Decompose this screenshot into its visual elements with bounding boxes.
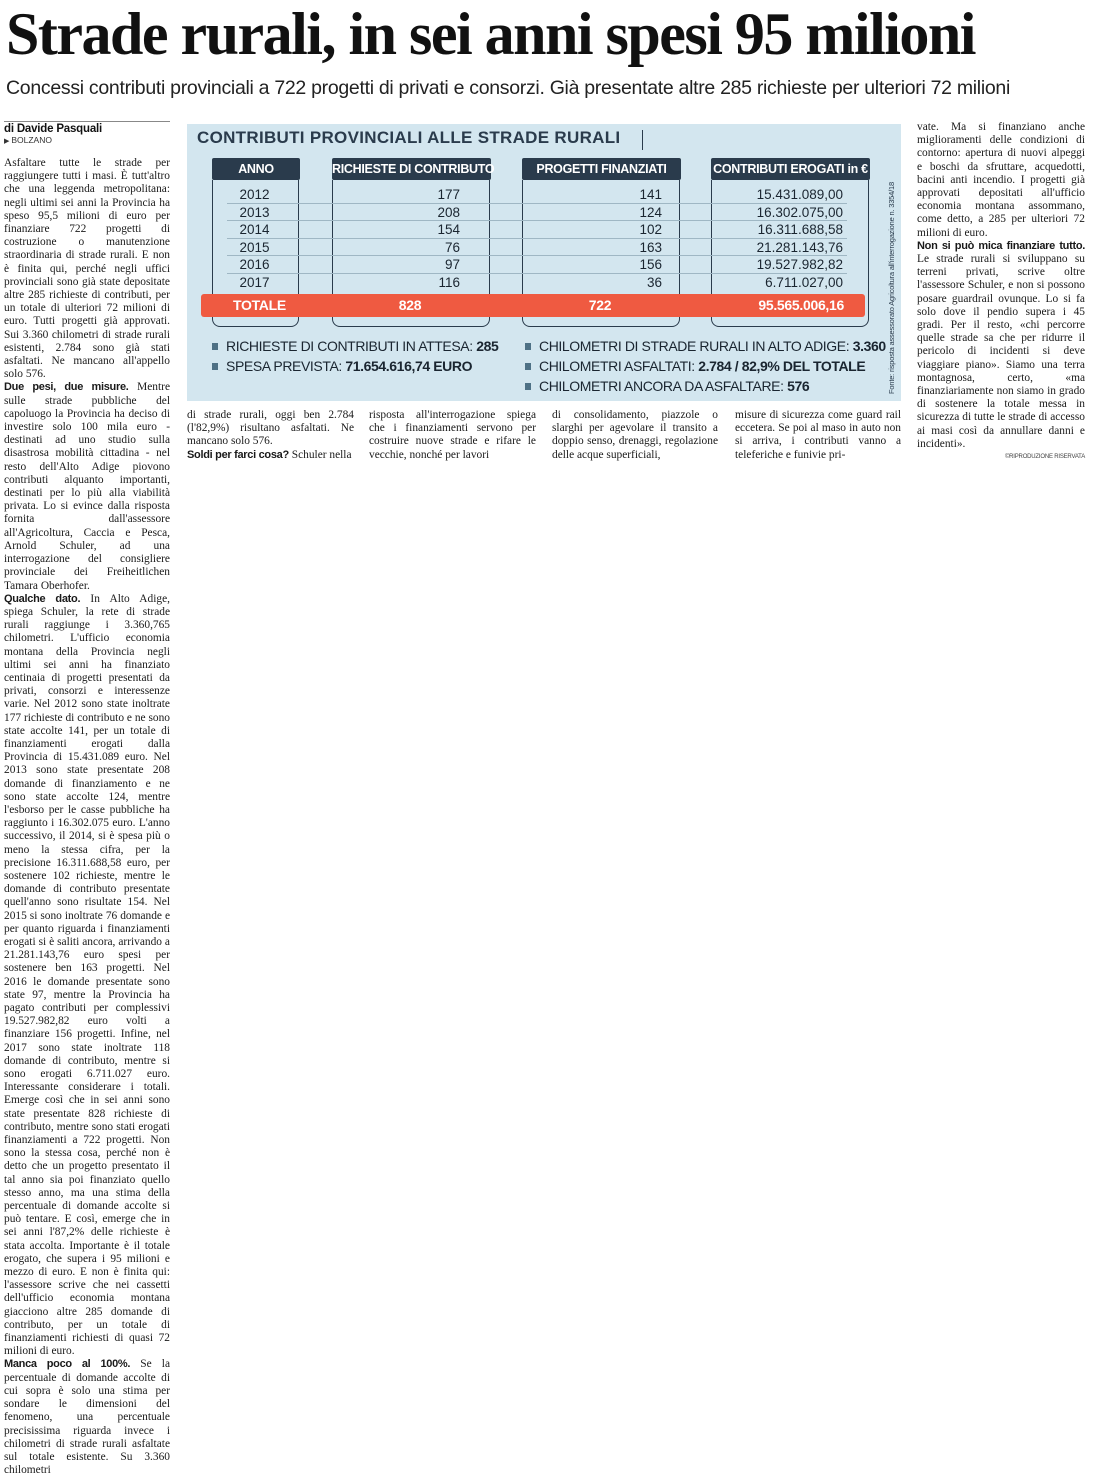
stat-value: 71.654.616,74 EURO bbox=[345, 358, 473, 374]
author-name: di Davide Pasquali bbox=[4, 123, 103, 135]
stat-value: 285 bbox=[476, 338, 499, 354]
stat-value: 2.784 / 82,9% DEL TOTALE bbox=[698, 358, 866, 374]
table-cell: 2015 bbox=[239, 239, 270, 255]
stat-label: RICHIESTE DI CONTRIBUTI IN ATTESA: bbox=[226, 338, 477, 354]
stat-richieste-attesa bbox=[212, 338, 498, 355]
infobox bbox=[187, 121, 901, 401]
table-cell: 124 bbox=[639, 204, 662, 220]
paragraph-text: Le strade rurali si sviluppano su terreni privati, scrive oltre l'assessore Schuler, e non si possono posare guardrail ovunque. Lo si fa solo dove il pendio supera i 45 gradi. Per il resto, «chi percorre quelle strade sa che per ridurre il pericolo di incidenti si deve viaggiare piano». Siamo una terra montagnosa, certo, «ma finanziariamente non siamo in grado di sostenere la totale messa in sicurezza di tutte le strade di accesso ai masi così da annullare danni e incidenti». bbox=[917, 253, 1085, 450]
subheadline: Concessi contributi provinciali a 722 progetti di privati e consorzi. Già presentate altre 285 richieste per ulteriori 72 milioni bbox=[6, 77, 1010, 99]
paragraph bbox=[917, 240, 1085, 451]
article-column-5 bbox=[735, 409, 901, 469]
table-cell: 154 bbox=[437, 222, 460, 237]
table-cell: 208 bbox=[437, 204, 460, 220]
paragraph-text: Se la percentuale di domande accolte di cui sopra è solo una stima per sondare le dimensioni del fenomeno, una percentuale precisissima riguarda invece i chilometri di strade rurali asfaltate sul totale esistente. Su 3.360 chilometri bbox=[4, 1358, 170, 1475]
stat-label: CHILOMETRI DI STRADE RURALI IN ALTO ADIGE: bbox=[539, 338, 853, 354]
table-cell: 2016 bbox=[239, 257, 270, 272]
stat-value: 576 bbox=[787, 378, 810, 394]
stat-label: CHILOMETRI ASFALTATI: bbox=[539, 358, 699, 374]
article-column-3 bbox=[369, 409, 536, 469]
article-column-4 bbox=[552, 409, 718, 469]
paragraph bbox=[4, 1358, 170, 1475]
dateline-location: ▶ BOLZANO bbox=[4, 135, 170, 145]
table-cell: 16.311.688,58 bbox=[757, 222, 843, 237]
subheading: Due pesi, due misure. bbox=[4, 381, 129, 394]
table-cell: 16.302.075,00 bbox=[756, 204, 843, 220]
table-cell: 6.711.027,00 bbox=[765, 274, 843, 290]
total-label: TOTALE bbox=[233, 297, 286, 313]
bullet-icon bbox=[525, 383, 531, 390]
stat-value: 3.360 bbox=[852, 338, 886, 354]
stat-km-da-asfaltare bbox=[525, 378, 809, 395]
header-richieste: RICHIESTE DI CONTRIBUTO bbox=[332, 158, 491, 180]
paragraph: di strade rurali, oggi ben 2.784 (l'82,9%) risultano asfaltati. Ne mancano solo 576. bbox=[187, 409, 354, 448]
table-cell: 2017 bbox=[239, 274, 270, 290]
header-anno: ANNO bbox=[212, 158, 300, 180]
paragraph-text: Schuler nella bbox=[288, 448, 352, 461]
table-cell: 15.431.089,00 bbox=[756, 187, 843, 202]
header-progetti: PROGETTI FINANZIATI bbox=[522, 158, 681, 180]
bullet-icon bbox=[212, 343, 218, 350]
header-contributi: CONTRIBUTI EROGATI in € bbox=[711, 158, 870, 180]
table-cell: 2013 bbox=[239, 204, 270, 220]
subheading: Non si può mica finanziare tutto. bbox=[917, 239, 1085, 252]
stat-spesa-prevista bbox=[212, 358, 472, 375]
stat-label: SPESA PREVISTA: bbox=[226, 358, 346, 374]
paragraph bbox=[187, 449, 354, 462]
table-cell: 19.527.982,82 bbox=[756, 257, 843, 272]
table-cell: 2014 bbox=[239, 222, 270, 237]
stat-km-strade bbox=[525, 338, 886, 355]
table-cell: 177 bbox=[437, 187, 460, 202]
paragraph bbox=[4, 593, 170, 1359]
table-cell: 76 bbox=[444, 239, 460, 255]
article-column-6 bbox=[917, 121, 1085, 453]
bullet-icon bbox=[212, 363, 218, 370]
table-cell: 116 bbox=[438, 274, 460, 290]
paragraph: risposta all'interrogazione spiega che i finanziamenti servono per costruire nuove strade e rifare le vecchie, nonché per lavori bbox=[369, 409, 536, 461]
table-cell: 156 bbox=[639, 257, 662, 272]
paragraph: Asfaltare tutte le strade per raggiungere tutti i masi. È tutt'altro che una leggenda metropolitana: negli ultimi sei anni la Provincia ha speso 95,5 milioni di euro per finanziare 722 progetti di costruzione o manutenzione straordinaria di strade rurali. E non è finita qui, perché negli uffici provinciali sono già state depositate altre 285 richieste di contributi, per un totale di ulteriori 72 milioni di euro. Tutti progetti già approvati. Sui 3.360 chilometri di strade rurali esistenti, 2.784 sono già stati asfaltati. Ne mancano all'appello solo 576. bbox=[4, 157, 170, 381]
title-divider bbox=[642, 130, 643, 150]
paragraph-text: Mentre sulle strade pubbliche del capoluogo la Provincia ha deciso di investire solo 100 mila euro - destinati ad uno studio sulla disastrosa mobilità cittadina - nel resto dell'Alto Adige piovono contributi alquanto importanti, destinati per lo più alla viabilità privata. Lo si evince dalla risposta fornita dall'assessore all'Agricoltura, Caccia e Pesca, Arnold Schuler, ad una interrogazione del consigliere provinciale dei Freiheitlichen Tamara Oberhofer. bbox=[4, 381, 170, 592]
table-cell: 2012 bbox=[239, 187, 270, 202]
byline bbox=[4, 121, 170, 145]
paragraph: vate. Ma si finanziano anche miglioramenti delle condizioni di contorno: apertura di nuovi alpeggi e boschi da sfruttare, acquedotti, bacini anti incendio. I progetti già approvati depositati all'ufficio economia montana assommano, come detto, a 285 per ulteriori 72 milioni di euro. bbox=[917, 121, 1085, 239]
total-progetti: 722 bbox=[588, 297, 612, 313]
total-contributi: 95.565.006,16 bbox=[758, 297, 844, 313]
table-cell: 141 bbox=[639, 187, 662, 202]
paragraph: di consolidamento, piazzole o slarghi per agevolare il transito a doppio senso, drenaggi, regolazione delle acque superficiali, bbox=[552, 409, 718, 461]
copyright-notice: ©RIPRODUZIONE RISERVATA bbox=[1004, 454, 1085, 460]
headline: Strade rurali, in sei anni spesi 95 milioni bbox=[6, 1, 975, 67]
subheading: Qualche dato. bbox=[4, 592, 81, 605]
table-cell: 102 bbox=[639, 222, 662, 237]
stat-km-asfaltati bbox=[525, 358, 865, 375]
article-column-1 bbox=[4, 157, 170, 1475]
table-cell: 163 bbox=[639, 239, 662, 255]
infobox-title: CONTRIBUTI PROVINCIALI ALLE STRADE RURALI bbox=[197, 128, 621, 147]
source-note: Fonte: risposta assessorato Agricoltura all'interrogazione n. 3354/18 bbox=[887, 182, 896, 394]
bullet-icon bbox=[525, 343, 531, 350]
total-richieste: 828 bbox=[398, 297, 422, 313]
paragraph bbox=[4, 381, 170, 592]
subheading: Soldi per farci cosa? bbox=[187, 448, 289, 461]
table-cell: 97 bbox=[444, 257, 460, 272]
subheading: Manca poco al 100%. bbox=[4, 1358, 131, 1371]
stat-label: CHILOMETRI ANCORA DA ASFALTARE: bbox=[539, 378, 788, 394]
table-cell: 36 bbox=[646, 274, 662, 290]
table-cell: 21.281.143,76 bbox=[756, 239, 843, 255]
bullet-icon bbox=[525, 363, 531, 370]
paragraph-text: In Alto Adige, spiega Schuler, la rete di strade rurali raggiunge i 3.360,765 chilometri. L'ufficio economia montana della Provincia negli ultimi sei anni ha finanziato centinaia di progetti presentati da privati, consorzi e interessenze varie. Nel 2012 sono state inoltrate 177 richieste di contributo e ne sono state accolte 141, per un totale di finanziamenti erogati dalla Provincia di 15.431.089 euro. Nel 2013 sono state presentate 208 domande di finanziamento e ne sono state accolte 124, mentre l'esborso per le casse pubbliche ha raggiunto i 16.302.075 euro. L'anno successivo, il 2014, si è spesa più o meno la stessa cifra, per la precisione 16.311.688,58 euro, per sostenere 102 richieste, mentre le domande di contributo presentate quell'anno sono risultate 154. Nel 2015 si sono inoltrate 76 domande e per quanto riguarda i finanziamenti erogati si è saliti ancora, arrivando a 21.281.143,76 euro spesi per sostenere ben 163 progetti. Nel 2016 le domande presentate sono state 97, mentre la Provincia ha pagato contributi per complessivi 19.527.982,82 euro volti a finanziare 156 progetti. Infine, nel 2017 sono state inoltrate 118 domande di contributo, mentre si sono erogati 6.711.027 euro. Interessante considerare i totali. Emerge così che in sei anni sono state presentate 828 richieste di contributo, mentre sono stati erogati finanziamenti a 722 progetti. Non sono la stessa cosa, perché non è detto che un progetto presentato il tal anno sia poi finanziato quello stesso anno, ma una stima della percentuale di domande accolte si può tentare. E così, emerge che in sei anni l'87,2% delle richieste è stata accolta. Importante è il totale erogato, che supera i 95 milioni e mezzo di euro. E non è finita qui: l'assessore scrive che nei cassetti dell'ufficio economia montana giacciono altre 285 domande di contributo, per un totale di finanziamenti richiesti di quasi 72 milioni di euro. bbox=[4, 592, 170, 1358]
article-column-2 bbox=[187, 409, 354, 469]
paragraph: misure di sicurezza come guard rail eccetera. Se poi al maso in auto non si arriva, i contributi vanno a teleferiche e funivie pri- bbox=[735, 409, 901, 461]
